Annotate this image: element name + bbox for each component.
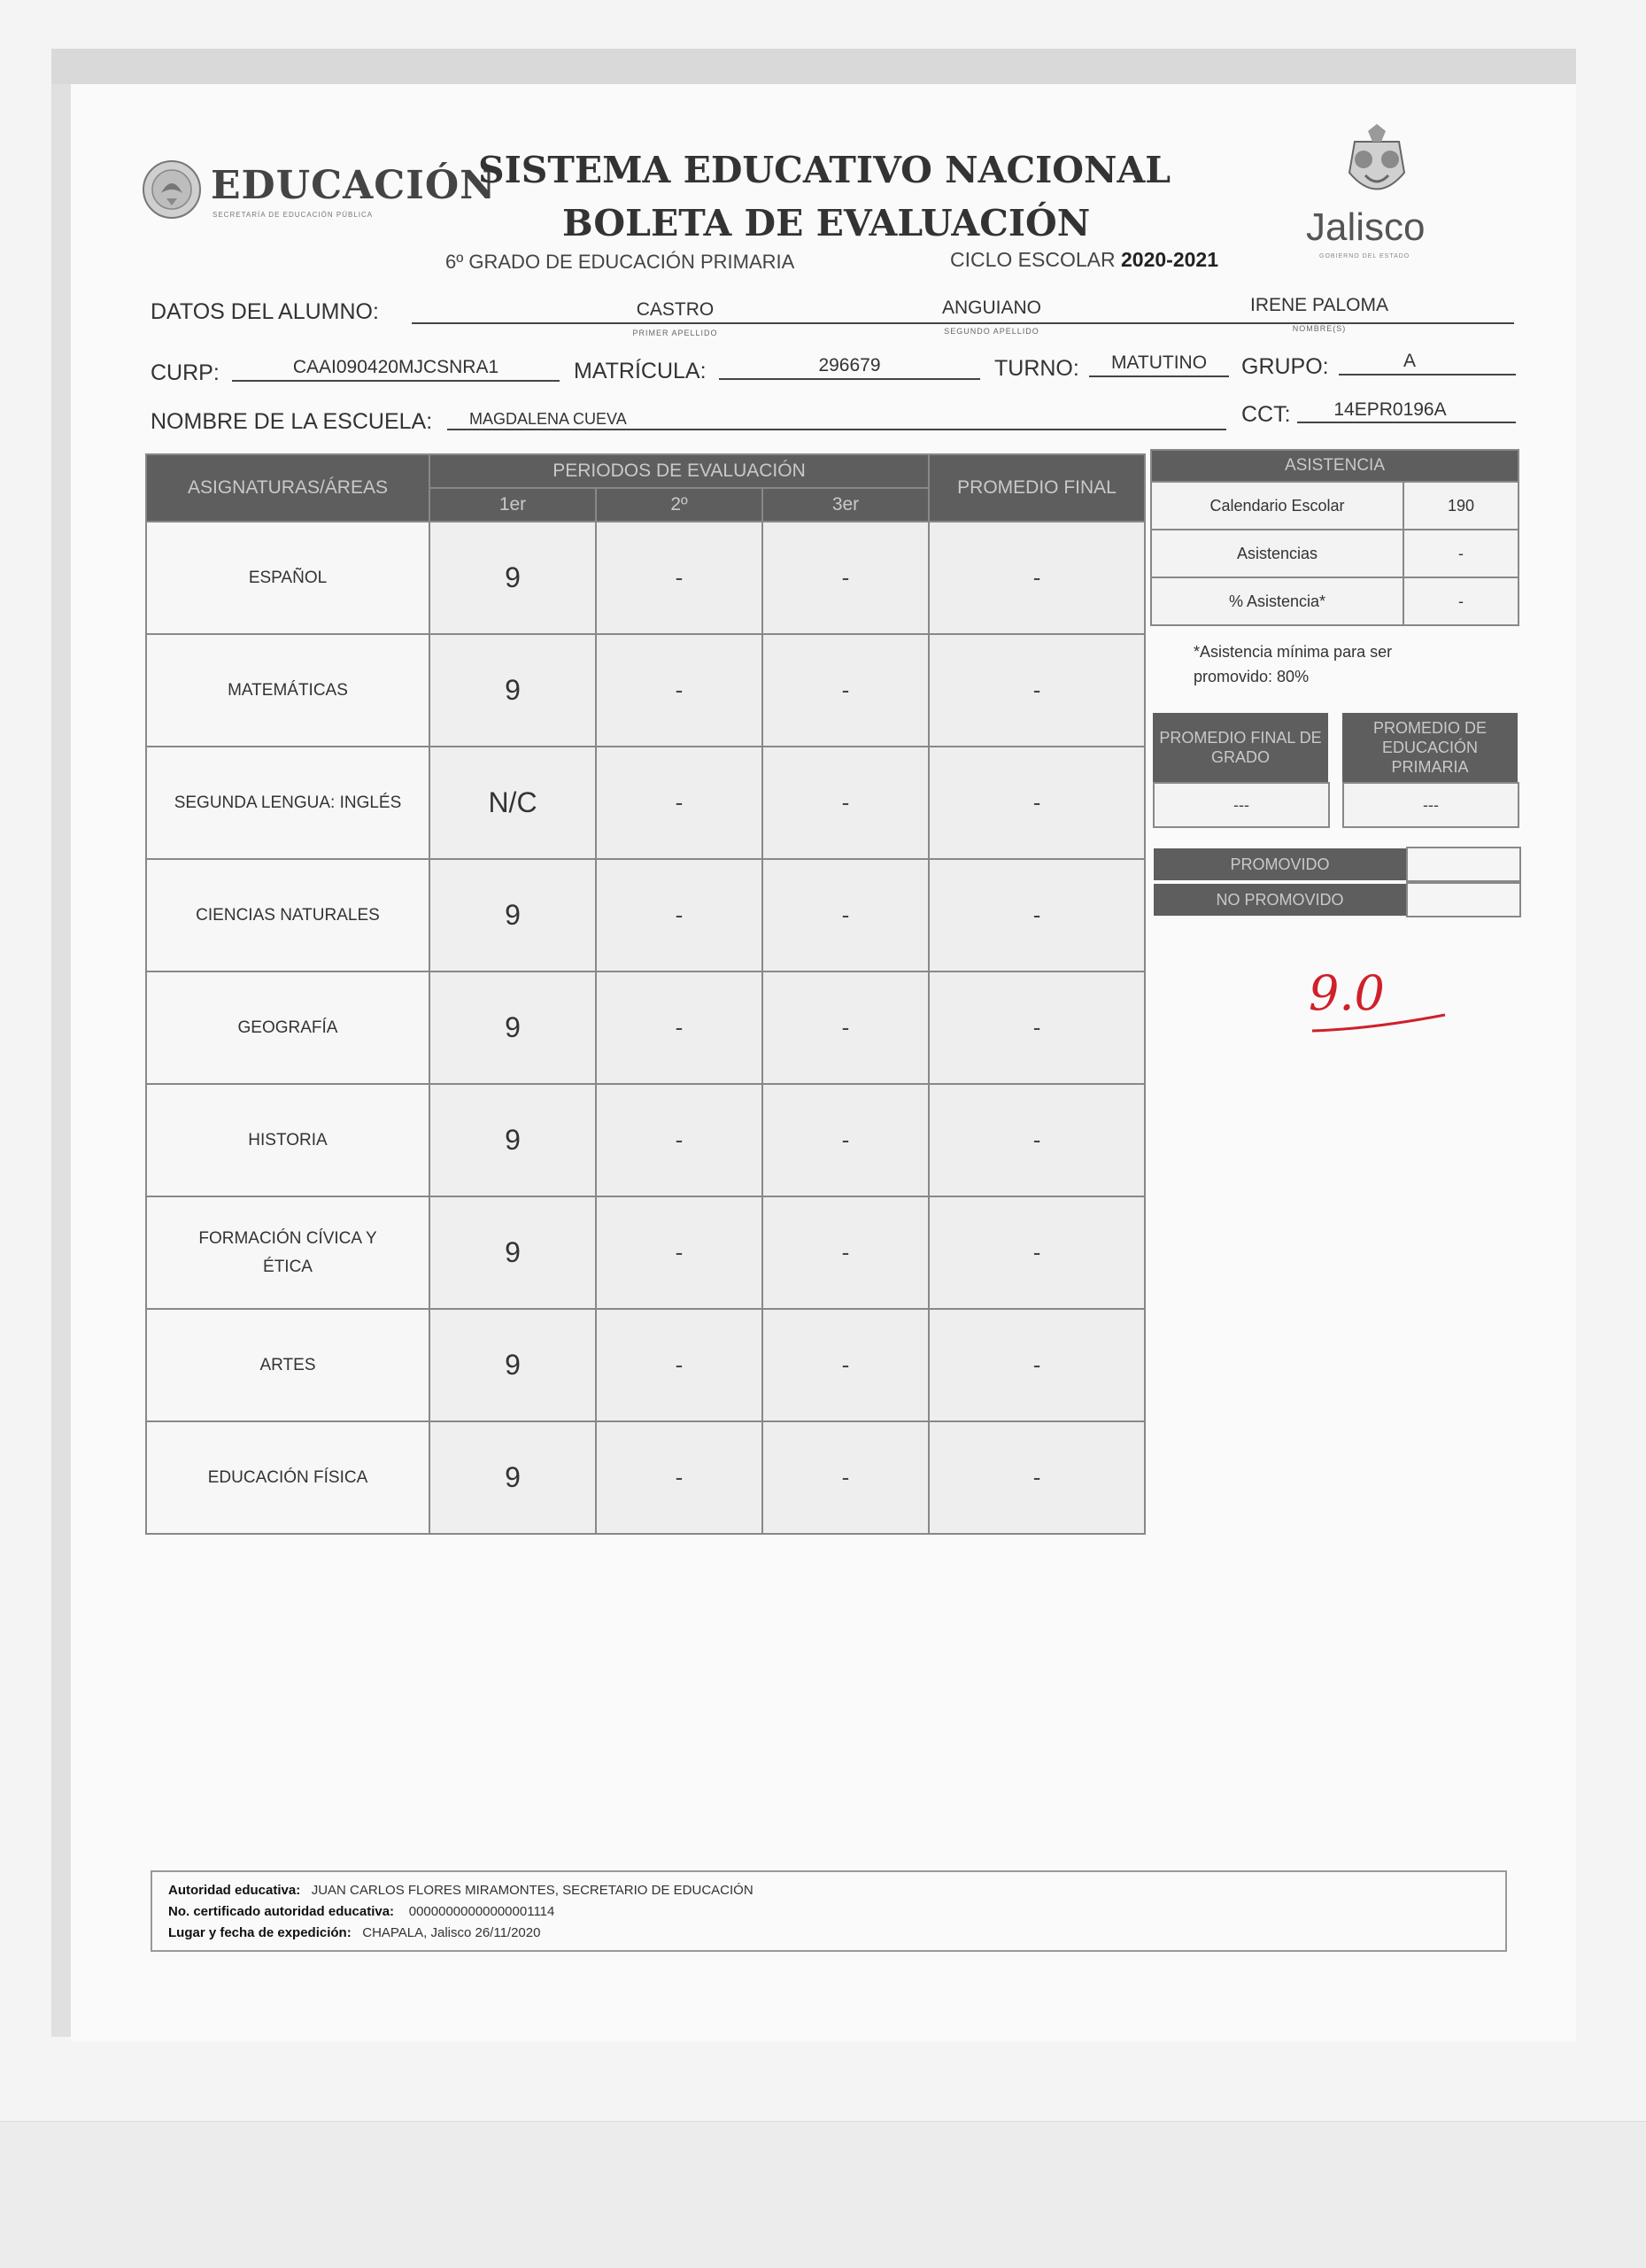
first-surname-caption: PRIMER APELLIDO xyxy=(632,329,718,337)
certificate-value: 00000000000000001114 xyxy=(408,1904,555,1919)
attendance-count-value: - xyxy=(1403,530,1518,577)
grades-table xyxy=(145,453,1146,1535)
document-title-system: SISTEMA EDUCATIVO NACIONAL xyxy=(478,149,1171,191)
second-surname-caption: SEGUNDO APELLIDO xyxy=(944,327,1039,336)
subject-name: CIENCIAS NATURALES xyxy=(146,859,429,971)
first-surname: CASTRO xyxy=(636,299,715,320)
grade-average-label: PROMEDIO FINAL DE GRADO xyxy=(1153,713,1328,782)
authority-line xyxy=(168,1883,753,1898)
subject-name: HISTORIA xyxy=(146,1084,429,1196)
attendance-title: ASISTENCIA xyxy=(1151,450,1518,482)
certificate-label: No. certificado autoridad educativa: xyxy=(168,1904,395,1919)
attendance-percent-label: % Asistencia* xyxy=(1151,577,1403,625)
grade-period-2: - xyxy=(596,1421,762,1534)
table-row xyxy=(146,634,1145,747)
school-cycle xyxy=(950,248,1218,272)
school-cycle-label: CICLO ESCOLAR xyxy=(950,248,1116,271)
grade-period-3: - xyxy=(762,1084,929,1196)
grade-period-1: 9 xyxy=(429,971,596,1084)
grade-period-3: - xyxy=(762,522,929,634)
grade-final: - xyxy=(929,1196,1145,1309)
grupo-label: GRUPO: xyxy=(1241,354,1329,379)
table-row xyxy=(146,1196,1145,1309)
school-cycle-value: 2020-2021 xyxy=(1121,248,1218,271)
attendance-count-label: Asistencias xyxy=(1151,530,1403,577)
jalisco-wordmark: Jalisco xyxy=(1306,205,1426,249)
issuance-place-value: CHAPALA, Jalisco 26/11/2020 xyxy=(362,1925,541,1940)
grade-period-1: 9 xyxy=(429,1421,596,1534)
grade-final: - xyxy=(929,522,1145,634)
attendance-table xyxy=(1150,449,1519,626)
calendar-label: Calendario Escolar xyxy=(1151,482,1403,530)
primary-average-label: PROMEDIO DE EDUCACIÓN PRIMARIA xyxy=(1342,713,1518,782)
attendance-percent-value: - xyxy=(1403,577,1518,625)
curp-label: CURP: xyxy=(151,360,220,385)
authority-value: JUAN CARLOS FLORES MIRAMONTES, SECRETARIO DE EDUCACIÓN xyxy=(311,1883,753,1898)
grade-period-2: - xyxy=(596,1309,762,1421)
scanner-background xyxy=(0,2121,1646,2268)
sep-wordmark: EDUCACIÓN xyxy=(211,163,497,208)
promoted-label: PROMOVIDO xyxy=(1154,848,1406,880)
grade-period-1: 9 xyxy=(429,859,596,971)
header-periods: PERIODOS DE EVALUACIÓN xyxy=(429,454,929,488)
table-row xyxy=(146,1084,1145,1196)
matricula-value: 296679 xyxy=(818,355,881,375)
table-row xyxy=(146,971,1145,1084)
cct-value: 14EPR0196A xyxy=(1333,399,1447,420)
primary-average-value: --- xyxy=(1342,782,1519,828)
curp-value: CAAI090420MJCSNRA1 xyxy=(292,357,499,377)
grade-period-3: - xyxy=(762,634,929,747)
table-row xyxy=(146,1421,1145,1534)
table-row xyxy=(146,1309,1145,1421)
grade-final: - xyxy=(929,1421,1145,1534)
grade-period-2: - xyxy=(596,1196,762,1309)
document-title-report: BOLETA DE EVALUACIÓN xyxy=(562,202,1091,244)
grade-period-3: - xyxy=(762,971,929,1084)
grade-period-2: - xyxy=(596,634,762,747)
grade-period-3: - xyxy=(762,859,929,971)
issuance-place-line xyxy=(168,1925,540,1940)
grade-period-1: 9 xyxy=(429,522,596,634)
national-emblem-icon xyxy=(142,152,202,223)
subject-name: ESPAÑOL xyxy=(146,522,429,634)
table-row xyxy=(146,747,1145,859)
grade-period-3: - xyxy=(762,1309,929,1421)
subject-name: SEGUNDA LENGUA: INGLÉS xyxy=(146,747,429,859)
given-names: IRENE PALOMA xyxy=(1250,295,1388,315)
jalisco-logo xyxy=(1302,124,1452,266)
promoted-box xyxy=(1406,847,1521,882)
jalisco-crest-icon xyxy=(1302,124,1452,208)
subject-name: ARTES xyxy=(146,1309,429,1421)
calendar-value: 190 xyxy=(1403,482,1518,530)
grade-period-1: 9 xyxy=(429,634,596,747)
grade-final: - xyxy=(929,634,1145,747)
given-names-caption: NOMBRE(S) xyxy=(1292,324,1347,333)
header-subjects: ASIGNATURAS/ÁREAS xyxy=(146,454,429,522)
handwritten-underline xyxy=(1309,1010,1450,1036)
grade-level: 6º GRADO DE EDUCACIÓN PRIMARIA xyxy=(445,251,795,273)
handwritten-average: 9.0 xyxy=(1309,965,1385,1021)
scan-shadow-top xyxy=(51,49,1576,84)
grade-final: - xyxy=(929,1084,1145,1196)
turno-label: TURNO: xyxy=(994,356,1079,381)
grade-period-2: - xyxy=(596,971,762,1084)
grade-final: - xyxy=(929,1309,1145,1421)
subject-name: MATEMÁTICAS xyxy=(146,634,429,747)
header-final-average: PROMEDIO FINAL xyxy=(929,454,1145,522)
header-period-1: 1er xyxy=(429,488,596,522)
grade-final: - xyxy=(929,971,1145,1084)
table-row xyxy=(146,859,1145,971)
cct-label: CCT: xyxy=(1241,402,1291,427)
grade-final: - xyxy=(929,747,1145,859)
jalisco-subtitle: GOBIERNO DEL ESTADO xyxy=(1319,253,1410,259)
grade-period-2: - xyxy=(596,747,762,859)
student-data-label: DATOS DEL ALUMNO: xyxy=(151,299,379,324)
turno-value: MATUTINO xyxy=(1110,352,1208,373)
sep-subtitle: SECRETARÍA DE EDUCACIÓN PÚBLICA xyxy=(213,211,374,219)
grade-period-1: 9 xyxy=(429,1084,596,1196)
subject-name: GEOGRAFÍA xyxy=(146,971,429,1084)
grade-period-2: - xyxy=(596,859,762,971)
grade-period-3: - xyxy=(762,1421,929,1534)
table-row xyxy=(146,522,1145,634)
not-promoted-box xyxy=(1406,882,1521,917)
grupo-value: A xyxy=(1403,351,1416,371)
grade-final: - xyxy=(929,859,1145,971)
grade-period-1: 9 xyxy=(429,1196,596,1309)
issuance-box xyxy=(151,1870,1507,1952)
grade-period-2: - xyxy=(596,1084,762,1196)
grade-average-value: --- xyxy=(1153,782,1330,828)
grade-period-1: 9 xyxy=(429,1309,596,1421)
grade-period-2: - xyxy=(596,522,762,634)
matricula-label: MATRÍCULA: xyxy=(574,359,707,383)
grade-period-1: N/C xyxy=(429,747,596,859)
certificate-line xyxy=(168,1904,554,1919)
subject-name: EDUCACIÓN FÍSICA xyxy=(146,1421,429,1534)
authority-label: Autoridad educativa: xyxy=(168,1883,301,1898)
attendance-note: *Asistencia mínima para ser promovido: 80% xyxy=(1194,643,1393,685)
subject-name: FORMACIÓN CÍVICA Y ÉTICA xyxy=(146,1196,429,1309)
grade-period-3: - xyxy=(762,1196,929,1309)
header-period-3: 3er xyxy=(762,488,929,522)
not-promoted-label: NO PROMOVIDO xyxy=(1154,884,1406,916)
school-name-value: MAGDALENA CUEVA xyxy=(469,410,627,428)
issuance-place-label: Lugar y fecha de expedición: xyxy=(168,1925,352,1940)
grade-period-3: - xyxy=(762,747,929,859)
school-name-label: NOMBRE DE LA ESCUELA: xyxy=(151,409,433,434)
second-surname: ANGUIANO xyxy=(941,298,1041,318)
header-period-2: 2º xyxy=(596,488,762,522)
